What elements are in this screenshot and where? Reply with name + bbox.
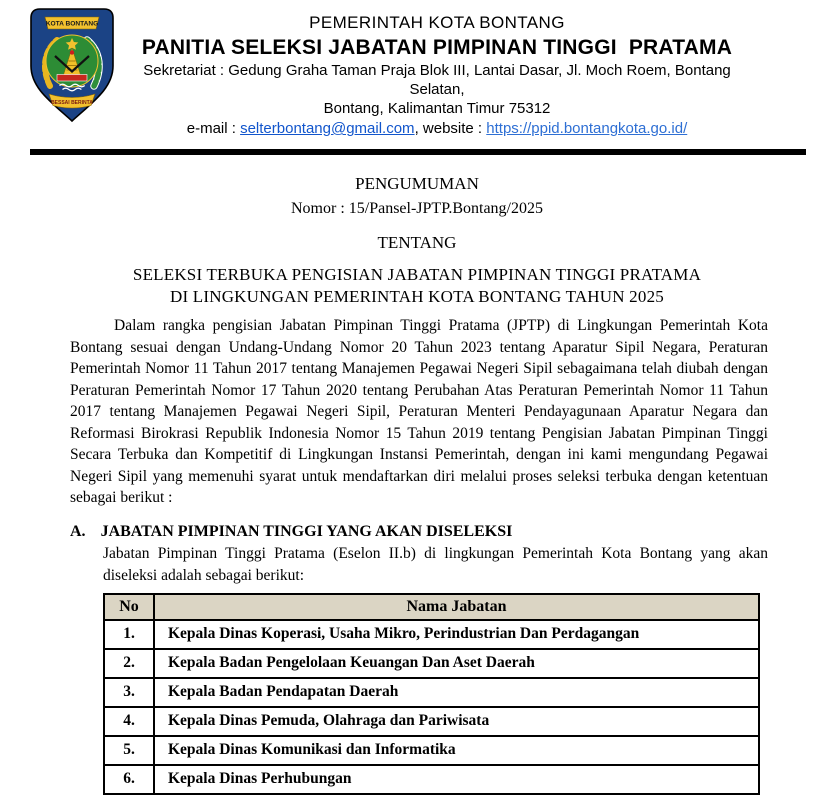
svg-text:KOTA BONTANG: KOTA BONTANG bbox=[45, 20, 99, 28]
section-a bbox=[70, 520, 768, 795]
announcement-title: PENGUMUMAN bbox=[355, 174, 479, 193]
letterhead-divider bbox=[30, 149, 806, 155]
subject-line-2: DI LINGKUNGAN PEMERINTAH KOTA BONTANG TAHUN 2025 bbox=[170, 287, 664, 306]
announcement-number: Nomor : 15/Pansel-JPTP.Bontang/2025 bbox=[290, 200, 543, 217]
table-row bbox=[104, 649, 759, 678]
government-name: PEMERINTAH KOTA BONTANG bbox=[309, 13, 565, 32]
row-jabatan: Kepala Dinas Komunikasi dan Informatika bbox=[154, 736, 759, 765]
letterhead-text bbox=[114, 8, 806, 139]
table-row bbox=[104, 707, 759, 736]
email-label: e-mail : bbox=[186, 120, 241, 137]
letterhead bbox=[0, 0, 834, 139]
kota-bontang-seal-icon bbox=[30, 8, 114, 122]
intro-paragraph: Dalam rangka pengisian Jabatan Pimpinan Tinggi Pratama (JPTP) di Lingkungan Pemerintah Kota Bontang sesuai dengan Undang-Undang Nomor 20 Tahun 2023 tentang Aparatur Sipil Negara, Peraturan Pemerintah Nomor 11 Tahun 2017 tentang Manajemen Pegawai Negeri Sipil sebagaimana telah diubah dengan Peraturan Pemerintah Nomor 17 Tahun 2020 tentang Perubahan Atas Peraturan Pemerintah Nomor 11 Tahun 2017 tentang Manajemen Pegawai Negeri Sipil, Peraturan Menteri Pendayagunaan Aparatur Negara dan Reformasi Birokrasi Republik Indonesia Nomor 15 Tahun 2019 tentang Pengisian Jabatan Pimpinan Tinggi Secara Terbuka dan Kompetitif di Lingkungan Instansi Pemerintah, dengan ini kami mengundang Pegawai Negeri Sipil yang memenuhi syarat untuk mendaftarkan diri melalui proses seleksi terbuka dengan ketentuan sebagai berikut : bbox=[70, 317, 768, 506]
secretariat-address-line2: Bontang, Kalimantan Timur 75312 bbox=[323, 100, 551, 117]
row-jabatan: Kepala Badan Pengelolaan Keuangan Dan Aset Daerah bbox=[154, 649, 759, 678]
secretariat-address-line1: Sekretariat : Gedung Graha Taman Praja Blok III, Lantai Dasar, Jl. Moch Roem, Bontang Selatan, bbox=[143, 62, 731, 98]
svg-text:BESSAI BERINTA: BESSAI BERINTA bbox=[51, 99, 93, 106]
col-header-nama-jabatan: Nama Jabatan bbox=[154, 594, 759, 620]
row-number: 1. bbox=[104, 620, 154, 649]
row-number: 4. bbox=[104, 707, 154, 736]
section-a-heading-row bbox=[70, 520, 768, 543]
section-a-description: Jabatan Pimpinan Tinggi Pratama (Eselon II.b) di lingkungan Pemerintah Kota Bontang yang akan diseleksi adalah sebagai berikut: bbox=[103, 544, 768, 584]
table-header-row bbox=[104, 594, 759, 620]
row-jabatan: Kepala Dinas Pemuda, Olahraga dan Pariwisata bbox=[154, 707, 759, 736]
email-link[interactable]: selterbontang@gmail.com bbox=[240, 120, 415, 137]
row-number: 5. bbox=[104, 736, 154, 765]
committee-name: PANITIA SELEKSI JABATAN PIMPINAN TINGGI PRATAMA bbox=[141, 36, 733, 59]
row-jabatan: Kepala Badan Pendapatan Daerah bbox=[154, 678, 759, 707]
website-label: , website : bbox=[414, 120, 487, 137]
announcement-about: TENTANG bbox=[377, 233, 457, 252]
announcement-subject bbox=[0, 264, 834, 308]
col-header-no: No bbox=[104, 594, 154, 620]
section-a-label: A. bbox=[70, 522, 86, 540]
table-row bbox=[104, 678, 759, 707]
row-number: 6. bbox=[104, 765, 154, 794]
row-number: 3. bbox=[104, 678, 154, 707]
table-row bbox=[104, 620, 759, 649]
website-link[interactable]: https://ppid.bontangkota.go.id/ bbox=[486, 120, 688, 137]
contact-line bbox=[114, 119, 760, 139]
section-a-heading: JABATAN PIMPINAN TINGGI YANG AKAN DISELEKSI bbox=[100, 522, 513, 540]
table-row bbox=[104, 765, 759, 794]
subject-line-1: SELEKSI TERBUKA PENGISIAN JABATAN PIMPINAN TINGGI PRATAMA bbox=[132, 265, 702, 284]
announcement-title-block bbox=[0, 172, 834, 308]
table-row bbox=[104, 736, 759, 765]
row-number: 2. bbox=[104, 649, 154, 678]
jabatan-table bbox=[103, 593, 760, 795]
row-jabatan: Kepala Dinas Perhubungan bbox=[154, 765, 759, 794]
jabatan-table-body bbox=[104, 620, 759, 794]
row-jabatan: Kepala Dinas Koperasi, Usaha Mikro, Perindustrian Dan Perdagangan bbox=[154, 620, 759, 649]
